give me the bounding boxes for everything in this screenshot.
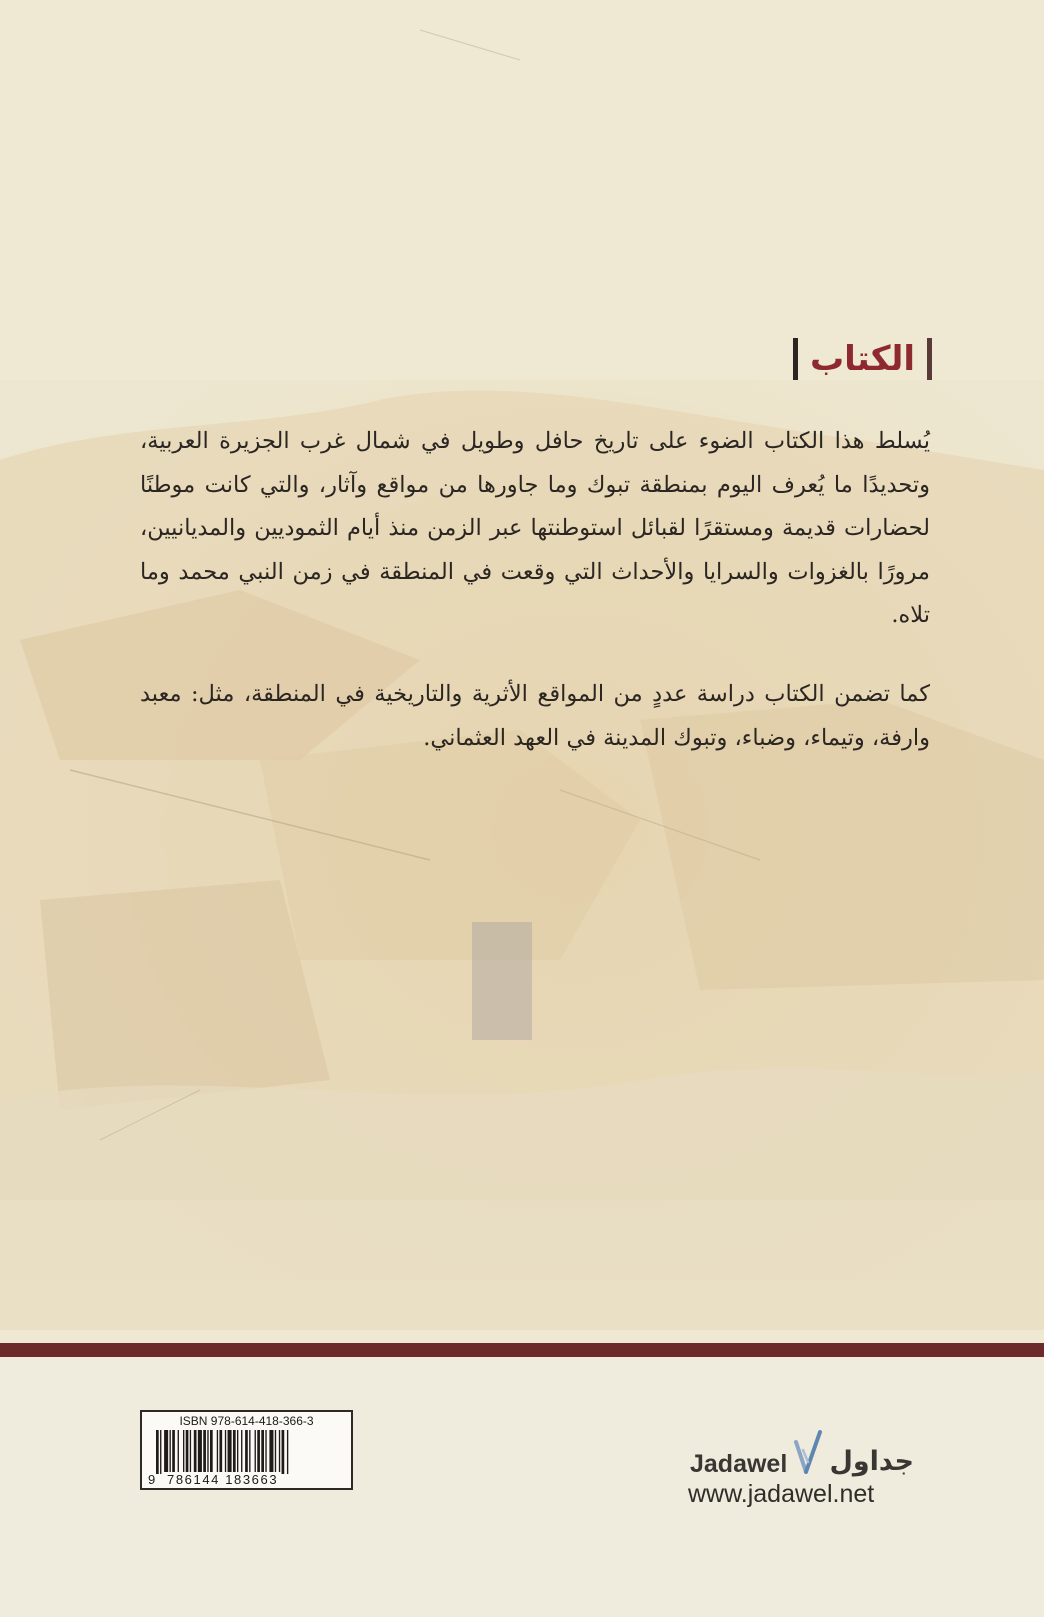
barcode-first-digit: 9 [148, 1472, 156, 1487]
synopsis-paragraph-2: كما تضمن الكتاب دراسة عددٍ من المواقع الأثرية والتاريخية في المنطقة، مثل: معبد وارفة، وتيماء، وضباء، وتبوك المدينة في العهد العثماني. [140, 681, 930, 751]
publisher-name-ar: جداول [829, 1446, 914, 1477]
heading-bar-right [927, 338, 932, 380]
publisher-name-en: Jadawel [690, 1450, 788, 1478]
heading-label: الكتاب [809, 339, 915, 379]
publisher-website: www.jadawel.net [688, 1480, 875, 1508]
synopsis-paragraph-1: يُسلط هذا الكتاب الضوء على تاريخ حافل وطويل في شمال غرب الجزيرة العربية، وتحديدًا ما يُعرف اليوم بمنطقة تبوك وما جاورها من مواقع وآثار، والتي كانت موطنًا لحضارات قديمة ومستقرًا لقبائل استوطنتها عبر الزمن منذ أيام الثموديين والمديانيين، مرورًا بالغزوات والسرايا والأحداث التي وقعت في المنطقة في زمن النبي محمد وما تلاه. [140, 428, 930, 628]
barcode-icon [156, 1430, 342, 1474]
publisher-block [684, 1428, 930, 1512]
publisher-logo-icon [792, 1428, 826, 1480]
barcode-digits: 786144 183663 [164, 1472, 281, 1487]
isbn-label: ISBN 978-614-418-366-3 [179, 1414, 314, 1428]
divider-rule [0, 1343, 1044, 1357]
heading-bar-left [793, 338, 798, 380]
section-heading [793, 338, 932, 380]
isbn-barcode-box [140, 1410, 353, 1490]
